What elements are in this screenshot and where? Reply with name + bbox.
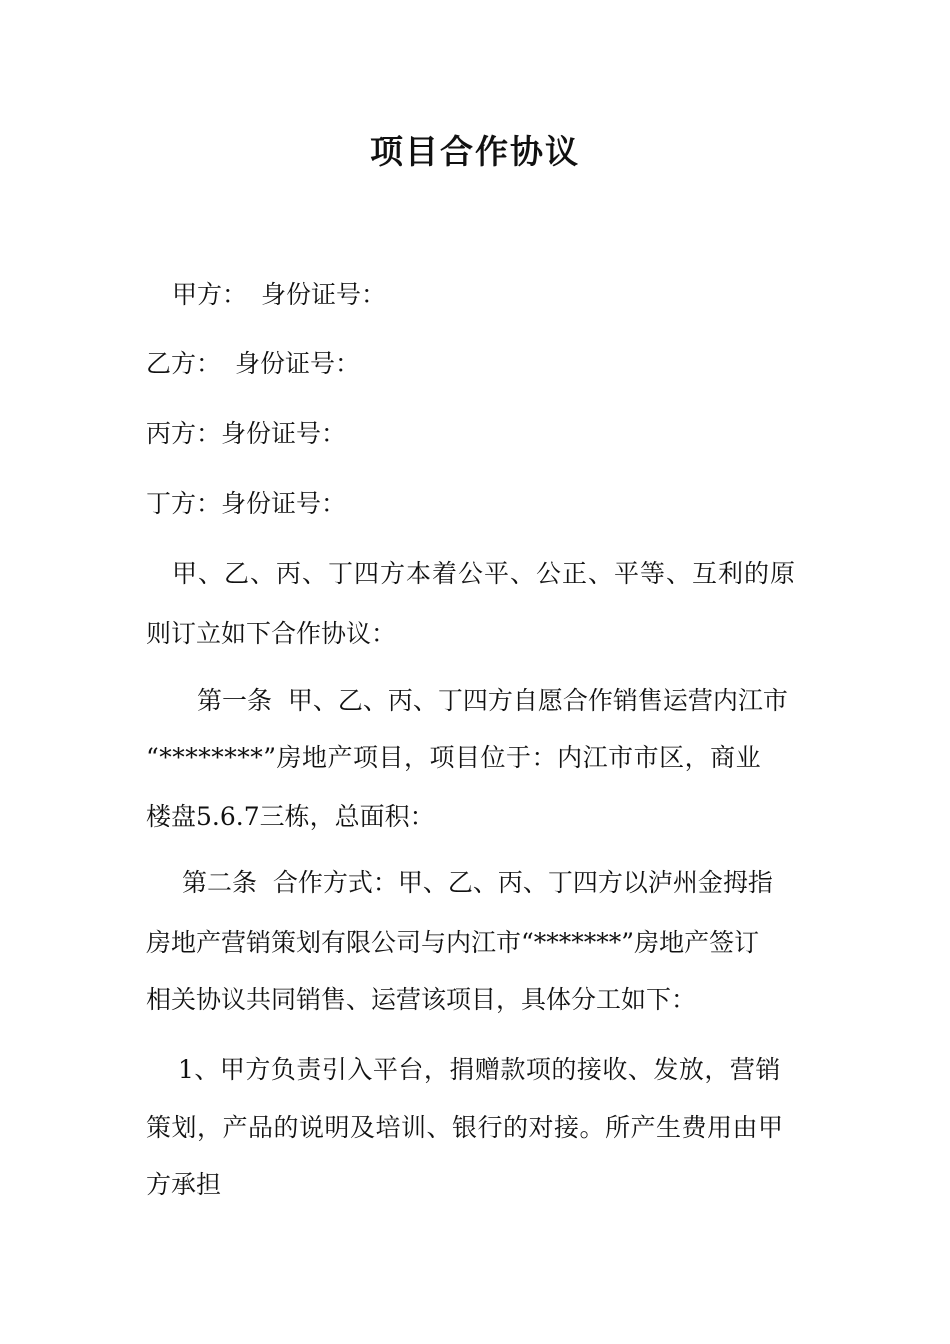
party-a-id-label: 身份证号： [261,280,387,309]
party-b-line [146,344,816,384]
party-b-label: 乙方： [146,349,222,378]
party-d-line: 丁方：身份证号： [146,489,347,518]
preamble-line-2: 则订立如下合作协议： [146,619,397,648]
article2-line-3: 相关协议共同销售、运营该项目，具体分工如下： [146,985,697,1014]
article2-line-2: 房地产营销策划有限公司与内江市“*******”房地产签订 [146,928,760,957]
party-a-label: 甲方： [172,280,248,309]
document-title: 项目合作协议 [370,132,580,171]
article1-line-3: 楼盘5.6.7三栋，总面积： [146,802,435,831]
clause1-line-2: 策划，产品的说明及培训、银行的对接。所产生费用由甲 [146,1113,784,1142]
clause1-line-3: 方承担 [146,1170,222,1199]
party-a-line [172,275,842,315]
article2-line-1: 第二条 合作方式：甲、乙、丙、丁四方以泸州金拇指 [182,868,773,897]
article1-line-2: “********”房地产项目，项目位于：内江市市区，商业 [146,743,762,772]
party-c-line: 丙方：身份证号： [146,419,347,448]
article1-line-1: 第一条 甲、乙、丙、丁四方自愿合作销售运营内江市 [197,686,788,715]
party-b-id-label: 身份证号： [235,349,361,378]
preamble-line-1: 甲、乙、丙、丁四方本着公平、公正、平等、互利的原 [172,559,797,588]
clause1-line-1: 1、甲方负责引入平台，捐赠款项的接收、发放，营销 [178,1055,781,1084]
